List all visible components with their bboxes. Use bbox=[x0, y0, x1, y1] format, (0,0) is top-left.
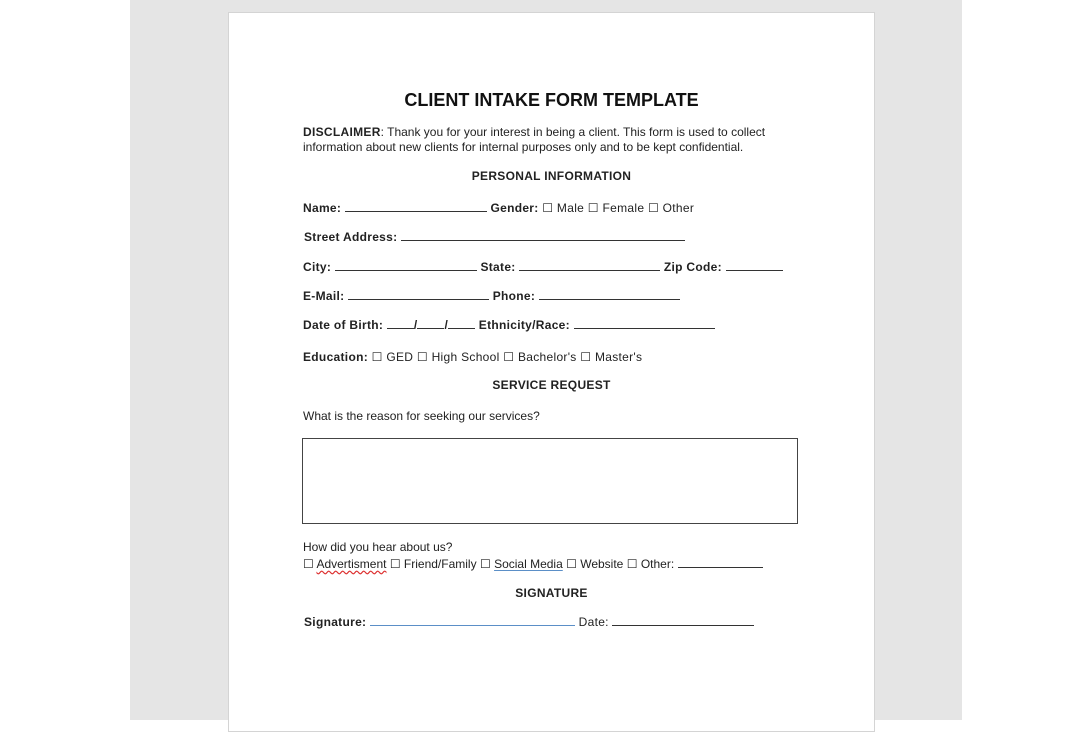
zip-label: Zip Code: bbox=[663, 260, 722, 274]
dob-day-field[interactable] bbox=[417, 317, 444, 329]
email-label: E-Mail: bbox=[303, 289, 345, 303]
phone-label: Phone: bbox=[492, 289, 536, 303]
disclaimer bbox=[303, 124, 765, 140]
website-label: Website bbox=[580, 557, 624, 571]
name-label: Name: bbox=[303, 201, 342, 215]
female-label: Female bbox=[602, 201, 645, 215]
hear-question: How did you hear about us? bbox=[303, 540, 453, 554]
email-field[interactable] bbox=[348, 288, 489, 300]
bachelors-label: Bachelor's bbox=[517, 350, 577, 364]
signature-heading: SIGNATURE bbox=[515, 586, 588, 600]
form-title: CLIENT INTAKE FORM TEMPLATE bbox=[404, 90, 699, 110]
slash: / bbox=[413, 318, 418, 332]
signature-field[interactable] bbox=[370, 614, 575, 626]
phone-field[interactable] bbox=[539, 288, 680, 300]
ged-checkbox[interactable]: ☐ bbox=[371, 350, 383, 364]
disclaimer-line2: information about new clients for internal purposes only and to be kept confidential. bbox=[303, 140, 744, 154]
website-checkbox[interactable]: ☐ bbox=[566, 557, 577, 571]
ged-label: GED bbox=[386, 350, 414, 364]
disclaimer-text: : Thank you for your interest in being a client. This form is used to collect bbox=[380, 125, 766, 139]
other-source-label: Other: bbox=[640, 557, 675, 571]
reason-textarea[interactable] bbox=[302, 438, 798, 524]
disclaimer-label: DISCLAIMER bbox=[303, 125, 381, 139]
street-field[interactable] bbox=[401, 229, 685, 241]
advertisment-checkbox[interactable]: ☐ bbox=[303, 557, 314, 571]
city-field[interactable] bbox=[335, 259, 477, 271]
date-label: Date: bbox=[578, 615, 609, 629]
reason-question: What is the reason for seeking our services? bbox=[303, 409, 540, 423]
gender-label: Gender: bbox=[490, 201, 539, 215]
slash: / bbox=[444, 318, 449, 332]
email-row bbox=[303, 288, 680, 304]
friend-family-checkbox[interactable]: ☐ bbox=[389, 557, 401, 571]
other-gender-label: Other bbox=[662, 201, 695, 215]
city-row bbox=[303, 259, 783, 275]
signature-label: Signature: bbox=[304, 615, 367, 629]
zip-field[interactable] bbox=[726, 259, 783, 271]
masters-checkbox[interactable]: ☐ bbox=[580, 350, 592, 364]
dob-month-field[interactable] bbox=[387, 317, 414, 329]
street-label: Street Address: bbox=[304, 230, 398, 244]
dob-row bbox=[303, 317, 715, 333]
bachelors-checkbox[interactable]: ☐ bbox=[503, 350, 515, 364]
other-gender-checkbox[interactable]: ☐ bbox=[647, 201, 660, 215]
personal-info-heading: PERSONAL INFORMATION bbox=[471, 169, 632, 183]
social-media-label: Social Media bbox=[494, 557, 563, 571]
city-label: City: bbox=[303, 260, 332, 274]
high-school-checkbox[interactable]: ☐ bbox=[416, 350, 428, 364]
state-field[interactable] bbox=[519, 259, 660, 271]
date-field[interactable] bbox=[612, 614, 754, 626]
street-row bbox=[304, 229, 685, 245]
dob-label: Date of Birth: bbox=[303, 318, 384, 332]
other-source-checkbox[interactable]: ☐ bbox=[626, 557, 638, 571]
education-row bbox=[303, 349, 642, 365]
social-media-checkbox[interactable]: ☐ bbox=[479, 557, 491, 571]
state-label: State: bbox=[480, 260, 516, 274]
hear-options-row bbox=[303, 556, 763, 572]
high-school-label: High School bbox=[431, 350, 500, 364]
other-source-field[interactable] bbox=[678, 556, 763, 568]
advertisment-label: Advertisment bbox=[316, 557, 387, 571]
ethnicity-label: Ethnicity/Race: bbox=[478, 318, 570, 332]
female-checkbox[interactable]: ☐ bbox=[587, 201, 599, 215]
service-request-heading: SERVICE REQUEST bbox=[492, 378, 611, 392]
name-field[interactable] bbox=[345, 200, 487, 212]
name-gender-row bbox=[303, 200, 694, 216]
signature-row bbox=[304, 614, 754, 630]
male-label: Male bbox=[556, 201, 585, 215]
masters-label: Master's bbox=[594, 350, 643, 364]
dob-year-field[interactable] bbox=[448, 317, 475, 329]
male-checkbox[interactable]: ☐ bbox=[542, 201, 554, 215]
ethnicity-field[interactable] bbox=[574, 317, 715, 329]
education-label: Education: bbox=[303, 350, 368, 364]
friend-family-label: Friend/Family bbox=[403, 557, 477, 571]
